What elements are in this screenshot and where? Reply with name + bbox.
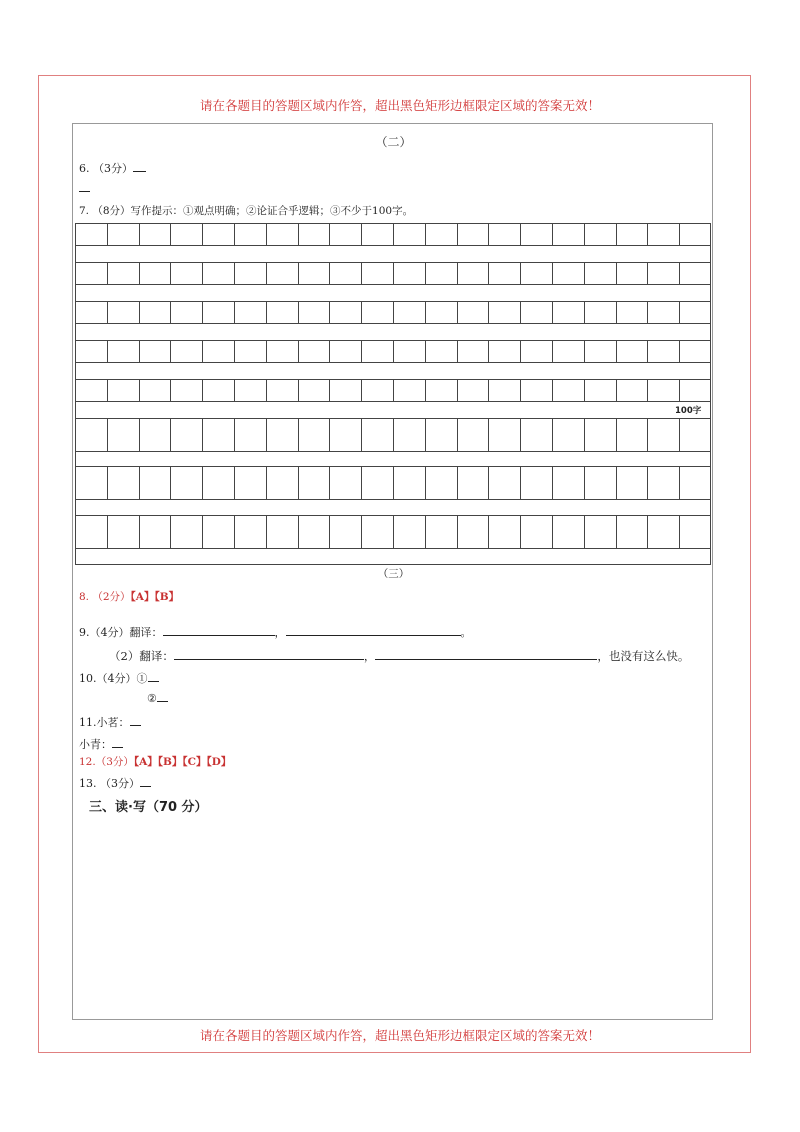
q9-line-1 (79, 624, 472, 640)
grid-cell-divider (457, 467, 458, 499)
grid-cell-divider (488, 224, 489, 245)
grid-row-gap (75, 549, 711, 565)
grid-cell-divider (266, 419, 267, 451)
grid-cell-divider (679, 341, 680, 362)
grid-cell-divider (139, 467, 140, 499)
q10-sub2: ② (147, 692, 157, 705)
grid-cell-divider (488, 380, 489, 401)
grid-cell-divider (616, 380, 617, 401)
grid-cell-divider (298, 419, 299, 451)
grid-cell-divider (552, 341, 553, 362)
q10-blank-2[interactable] (157, 701, 168, 702)
grid-cell-divider (552, 516, 553, 548)
grid-cell-divider (647, 419, 648, 451)
q9-sep-2: ， (363, 649, 376, 663)
grid-cell-divider (393, 224, 394, 245)
grid-cell-divider (520, 419, 521, 451)
grid-cell-divider (170, 419, 171, 451)
grid-cell-divider (107, 224, 108, 245)
grid-cell-divider (425, 224, 426, 245)
grid-row-gap (75, 324, 711, 340)
grid-cell-divider (457, 302, 458, 323)
grid-cell-divider (361, 224, 362, 245)
grid-row[interactable] (75, 223, 711, 246)
grid-row-gap (75, 246, 711, 262)
grid-cell-divider (329, 380, 330, 401)
grid-cell-divider (202, 467, 203, 499)
grid-cell-divider (329, 516, 330, 548)
grid-cell-divider (647, 302, 648, 323)
grid-cell-divider (520, 467, 521, 499)
grid-cell-divider (329, 302, 330, 323)
grid-cell-divider (170, 341, 171, 362)
grid-row[interactable] (75, 262, 711, 285)
grid-cell-divider (170, 302, 171, 323)
grid-cell-divider (266, 380, 267, 401)
grid-cell-divider (329, 467, 330, 499)
grid-cell-divider (361, 467, 362, 499)
grid-cell-divider (584, 302, 585, 323)
grid-cell-divider (202, 516, 203, 548)
grid-cell-divider (393, 467, 394, 499)
q13-blank[interactable] (140, 786, 151, 787)
grid-cell-divider (616, 467, 617, 499)
grid-cell-divider (139, 380, 140, 401)
grid-cell-divider (266, 302, 267, 323)
q13-label: 13. （3分） (79, 777, 140, 790)
grid-cell-divider (393, 263, 394, 284)
grid-cell-divider (584, 380, 585, 401)
grid-cell-divider (361, 380, 362, 401)
grid-cell-divider (647, 224, 648, 245)
q9-end-2: ，也没有这么快。 (597, 649, 690, 663)
grid-cell-divider (393, 419, 394, 451)
grid-cell-divider (266, 467, 267, 499)
part2-heading: （二） (375, 135, 412, 149)
grid-cell-divider (234, 224, 235, 245)
grid-cell-divider (584, 224, 585, 245)
bottom-warning: 请在各题目的答题区域内作答，超出黑色矩形边框限定区域的答案无效！ (199, 1028, 600, 1043)
grid-cell-divider (361, 341, 362, 362)
grid-cell-divider (298, 380, 299, 401)
grid-cell-divider (488, 516, 489, 548)
grid-cell-divider (616, 263, 617, 284)
grid-cell-divider (616, 302, 617, 323)
grid-cell-divider (298, 302, 299, 323)
grid-cell-divider (361, 516, 362, 548)
grid-cell-divider (234, 341, 235, 362)
q9-label: 9.（4分）翻译： (79, 626, 163, 639)
grid-cell-divider (616, 341, 617, 362)
grid-cell-divider (202, 302, 203, 323)
q8-options[interactable]: 【A】【B】 (130, 591, 180, 603)
grid-cell-divider (457, 516, 458, 548)
grid-cell-divider (329, 263, 330, 284)
q12-options[interactable]: 【A】【B】【C】【D】 (133, 756, 232, 768)
q9-sub2-label: （2）翻译： (109, 649, 174, 663)
grid-cell-divider (520, 341, 521, 362)
grid-cell-divider (361, 419, 362, 451)
grid-cell-divider (679, 263, 680, 284)
grid-cell-divider (584, 419, 585, 451)
grid-cell-divider (107, 302, 108, 323)
grid-cell-divider (552, 302, 553, 323)
grid-cell-divider (266, 516, 267, 548)
q11-blank-a[interactable] (130, 725, 141, 726)
q11-b-label: 小青： (79, 738, 112, 751)
grid-cell-divider (298, 263, 299, 284)
grid-cell-divider (552, 467, 553, 499)
q6-label: 6. （3分） (79, 162, 133, 175)
grid-cell-divider (202, 419, 203, 451)
grid-cell-divider (552, 263, 553, 284)
q9-blank-2[interactable] (286, 635, 461, 636)
grid-cell-divider (425, 263, 426, 284)
grid-cell-divider (520, 380, 521, 401)
grid-cell-divider (361, 302, 362, 323)
grid-row-gap (75, 402, 711, 418)
grid-row-gap (75, 285, 711, 301)
grid-cell-divider (139, 516, 140, 548)
grid-cell-divider (616, 224, 617, 245)
grid-row[interactable] (75, 340, 711, 363)
q7-label: 7. （8分）写作提示：①观点明确；②论证合乎逻辑；③不少于100字。 (79, 205, 414, 217)
grid-cell-divider (298, 516, 299, 548)
top-warning: 请在各题目的答题区域内作答，超出黑色矩形边框限定区域的答案无效！ (199, 98, 600, 113)
q8-line (79, 589, 179, 604)
grid-cell-divider (107, 516, 108, 548)
grid-cell-divider (139, 263, 140, 284)
grid-cell-divider (298, 467, 299, 499)
grid-cell-divider (584, 467, 585, 499)
grid-cell-divider (107, 341, 108, 362)
grid-cell-divider (647, 380, 648, 401)
grid-cell-divider (139, 224, 140, 245)
grid-row[interactable] (75, 301, 711, 324)
q13-line (79, 775, 151, 791)
grid-cell-divider (457, 341, 458, 362)
grid-cell-divider (234, 380, 235, 401)
grid-cell-divider (266, 263, 267, 284)
grid-cell-divider (552, 419, 553, 451)
q6-answer-blank-2[interactable] (79, 191, 90, 192)
grid-cell-divider (679, 467, 680, 499)
grid-cell-divider (488, 263, 489, 284)
grid-cell-divider (234, 263, 235, 284)
q11-line-b (79, 736, 123, 752)
grid-cell-divider (679, 380, 680, 401)
grid-cell-divider (107, 380, 108, 401)
grid-cell-divider (298, 224, 299, 245)
grid-cell-divider (107, 467, 108, 499)
grid-cell-divider (170, 467, 171, 499)
grid-cell-divider (584, 341, 585, 362)
grid-cell-divider (234, 302, 235, 323)
q9-sep-1: ， (274, 626, 286, 639)
grid-cell-divider (425, 341, 426, 362)
grid-cell-divider (457, 263, 458, 284)
grid-cell-divider (202, 380, 203, 401)
grid-row-gap (75, 363, 711, 379)
grid-cell-divider (202, 341, 203, 362)
grid-cell-divider (139, 341, 140, 362)
grid-cell-divider (329, 224, 330, 245)
answer-box (72, 123, 713, 1020)
grid-cell-divider (647, 341, 648, 362)
grid-cell-divider (329, 341, 330, 362)
q9-end-1: 。 (460, 626, 472, 639)
grid-cell-divider (425, 419, 426, 451)
grid-cell-divider (107, 263, 108, 284)
q11-line-a (79, 714, 141, 730)
q11-a-label: 11.小茗： (79, 716, 130, 729)
grid-cell-divider (266, 224, 267, 245)
grid-cell-divider (170, 380, 171, 401)
grid-cell-divider (202, 224, 203, 245)
grid-cell-divider (488, 467, 489, 499)
grid-cell-divider (552, 380, 553, 401)
grid-cell-divider (361, 263, 362, 284)
grid-cell-divider (679, 302, 680, 323)
grid-cell-divider (616, 516, 617, 548)
q6-continuation (79, 182, 90, 195)
q10-line-1 (79, 670, 159, 686)
grid-cell-divider (647, 263, 648, 284)
grid-cell-divider (679, 419, 680, 451)
grid-cell-divider (520, 302, 521, 323)
grid-cell-divider (647, 516, 648, 548)
grid-row-gap (75, 452, 711, 466)
grid-cell-divider (393, 341, 394, 362)
q9-line-2 (109, 648, 689, 664)
q10-label: 10.（4分）① (79, 672, 148, 685)
grid-row[interactable] (75, 466, 711, 500)
q10-blank-1[interactable] (148, 681, 159, 682)
grid-cell-divider (298, 341, 299, 362)
grid-cell-divider (488, 302, 489, 323)
grid-cell-divider (393, 302, 394, 323)
grid-cell-divider (584, 263, 585, 284)
grid-cell-divider (520, 516, 521, 548)
q9-blank-3[interactable] (174, 659, 364, 660)
grid-cell-divider (170, 224, 171, 245)
grid-cell-divider (457, 380, 458, 401)
grid-cell-divider (425, 302, 426, 323)
grid-cell-divider (139, 302, 140, 323)
grid-cell-divider (234, 467, 235, 499)
grid-cell-divider (393, 516, 394, 548)
grid-cell-divider (425, 516, 426, 548)
section3-title: 三、读·写（70 分） (89, 800, 208, 815)
grid-cell-divider (647, 467, 648, 499)
writing-grid[interactable] (75, 223, 711, 565)
grid-cell-divider (488, 341, 489, 362)
grid-cell-divider (552, 224, 553, 245)
grid-cell-divider (170, 516, 171, 548)
grid-cell-divider (425, 380, 426, 401)
grid-cell-divider (139, 419, 140, 451)
grid-row[interactable] (75, 418, 711, 452)
q12-num: 12. (79, 756, 96, 768)
grid-cell-divider (425, 467, 426, 499)
grid-cell-divider (234, 419, 235, 451)
q12-label: （3分） (95, 756, 134, 768)
q8-label: 8. （2分） (79, 591, 131, 603)
grid-cell-divider (329, 419, 330, 451)
grid-cell-divider (266, 341, 267, 362)
grid-cell-divider (393, 380, 394, 401)
q9-blank-4[interactable] (375, 659, 597, 660)
grid-row-gap (75, 500, 711, 515)
grid-row[interactable] (75, 515, 711, 549)
q6-answer-blank[interactable] (133, 171, 146, 172)
grid-cell-divider (679, 224, 680, 245)
grid-cell-divider (457, 224, 458, 245)
q6-line (79, 160, 146, 176)
q9-blank-1[interactable] (163, 635, 275, 636)
grid-row[interactable] (75, 379, 711, 402)
grid-cell-divider (584, 516, 585, 548)
grid-cell-divider (520, 263, 521, 284)
grid-cell-divider (488, 419, 489, 451)
grid-count-label: 100字 (675, 406, 702, 416)
grid-cell-divider (457, 419, 458, 451)
grid-cell-divider (616, 419, 617, 451)
grid-cell-divider (107, 419, 108, 451)
q10-line-2 (147, 692, 168, 705)
grid-cell-divider (520, 224, 521, 245)
grid-cell-divider (679, 516, 680, 548)
part3-heading: （三） (377, 568, 410, 580)
q12-line (79, 754, 231, 769)
grid-cell-divider (202, 263, 203, 284)
grid-cell-divider (170, 263, 171, 284)
q11-blank-b[interactable] (112, 747, 123, 748)
grid-cell-divider (234, 516, 235, 548)
